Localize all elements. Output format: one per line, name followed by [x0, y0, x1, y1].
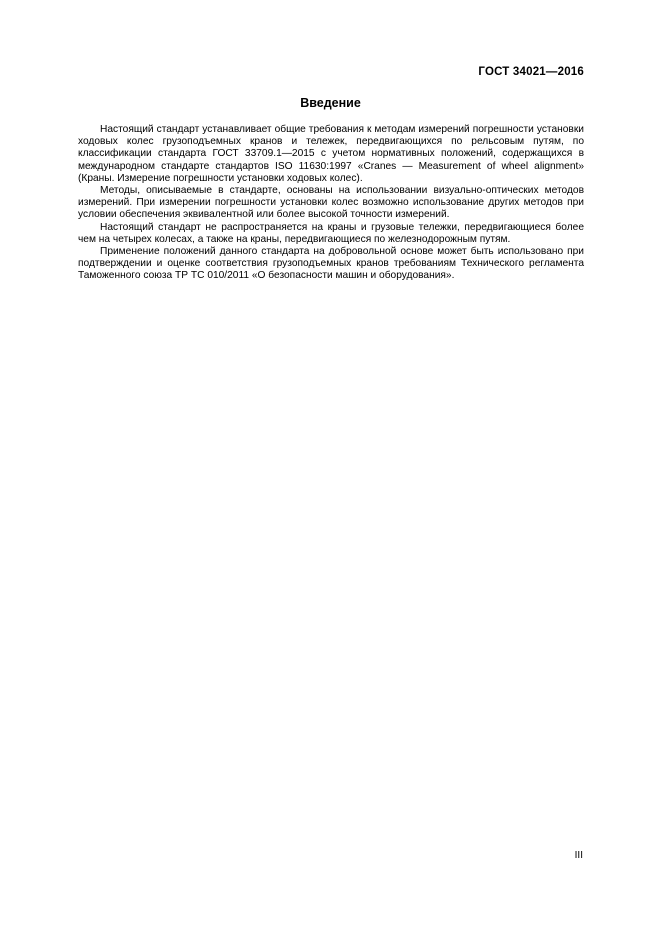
page-number: III [574, 850, 583, 861]
document-code-header: ГОСТ 34021—2016 [478, 66, 584, 78]
paragraph-exclusions: Настоящий стандарт не распространяется на краны и грузовые тележки, передвигающиеся более чем на четырех колесах, а также на краны, передвигающиеся по железнодорожным путям. [78, 221, 584, 245]
section-title: Введение [300, 96, 361, 110]
paragraph-methods: Методы, описываемые в стандарте, основаны на использовании визуально-оптических методов измерений. При измерении погрешности установки колес возможно использование других методов при условии обеспечения эквивалентной или более высокой точности измерений. [78, 185, 584, 221]
paragraph-scope: Настоящий стандарт устанавливает общие требования к методам измерений погрешности установки ходовых колес грузоподъемных кранов и тележек, передвигающихся по рельсовым путям, по классификации стандарта ГОСТ 33709.1—2015 с учетом нормативных положений, содержащихся в международном стандарте стандартов ISO 11630:1997 «Cranes — Measurement of wheel alignment» (Краны. Измерение погрешности установки ходовых колес). [78, 124, 584, 184]
body-text [78, 124, 584, 283]
paragraph-application: Применение положений данного стандарта на добровольной основе может быть использовано при подтверждении и оценке соответствия грузоподъемных кранов требованиям Технического регламента Таможенного союза ТР ТС 010/2011 «О безопасности машин и оборудования». [78, 246, 584, 282]
